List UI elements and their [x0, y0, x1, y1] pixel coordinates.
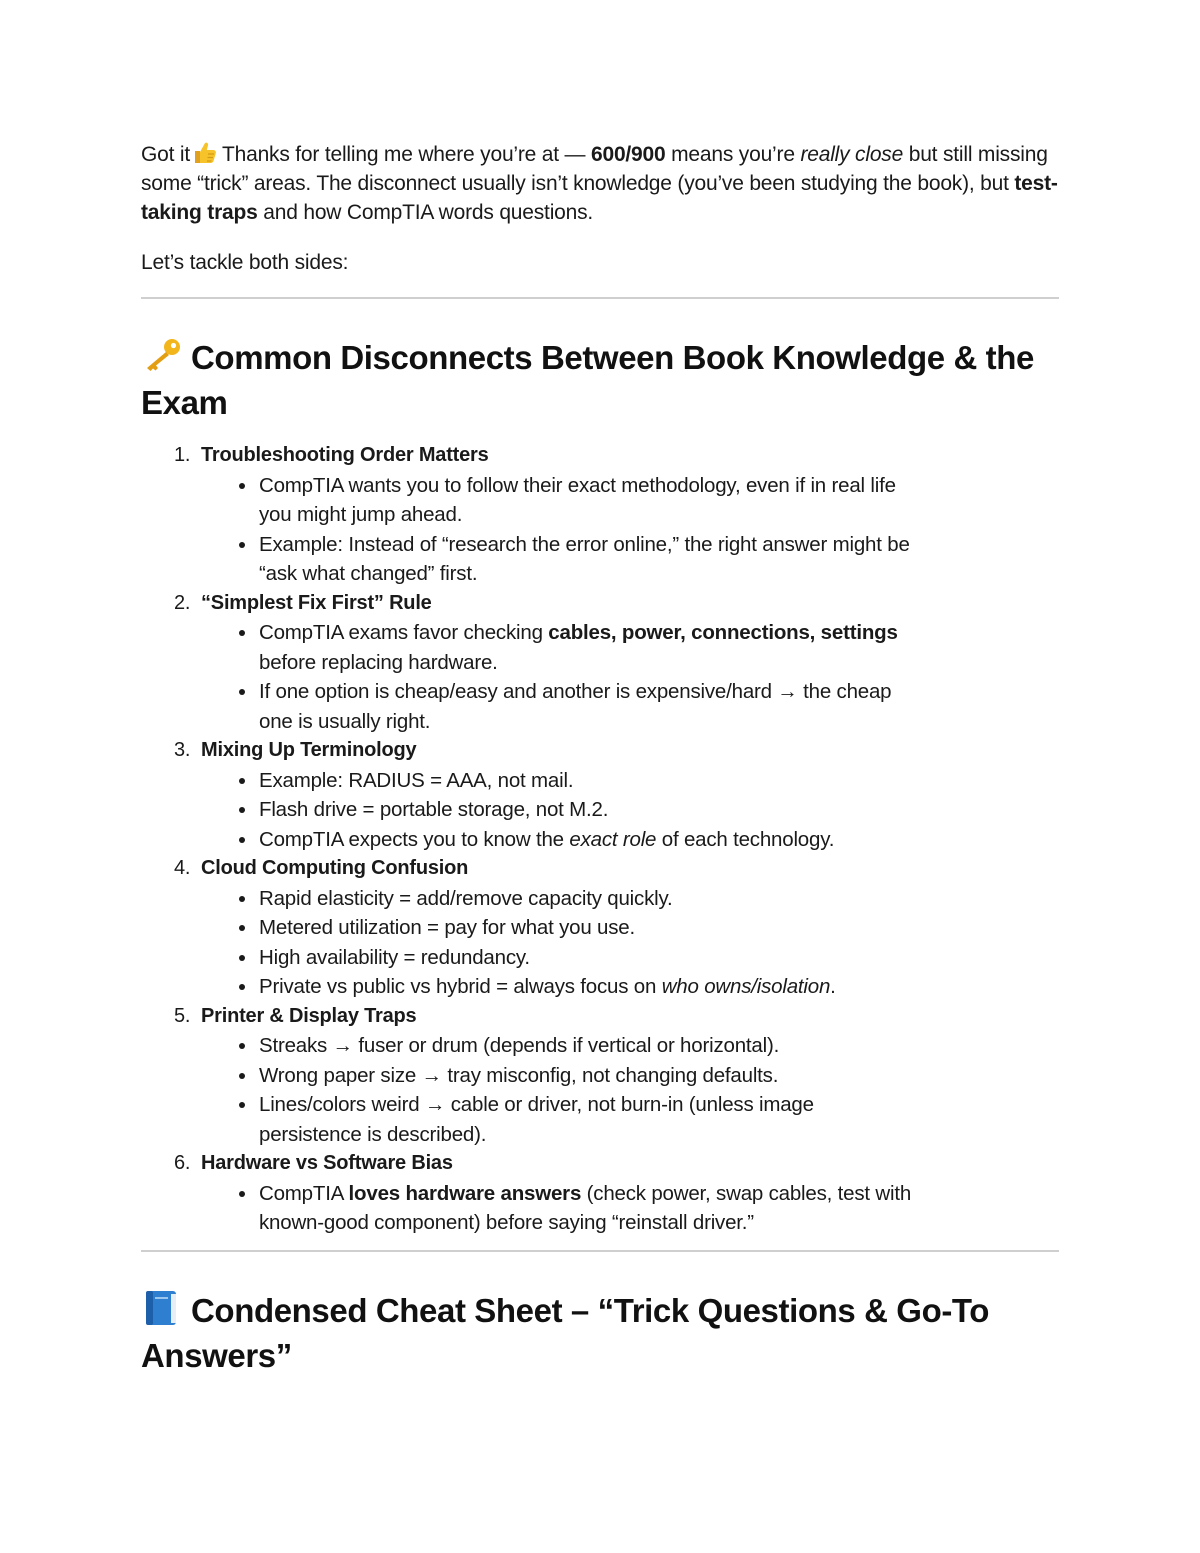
- intro-paragraph: [141, 140, 1059, 227]
- bullet-text: of each technology.: [656, 827, 835, 851]
- bullet-item: [201, 825, 919, 855]
- bullet-item: Metered utilization = pay for what you use.: [201, 913, 919, 943]
- bullet-text: before replacing hardware.: [259, 650, 498, 674]
- bullet-item: [201, 972, 919, 1002]
- list-number: 3.: [174, 739, 191, 761]
- bullet-list: [201, 766, 1059, 855]
- intro-text: but still missing some “trick” areas. The disconnect usually isn’t knowledge (you’ve been studying the book), but: [141, 143, 1048, 195]
- list-number: 1.: [174, 444, 191, 466]
- list-item-title: “Simplest Fix First” Rule: [201, 591, 432, 614]
- list-item: [141, 1149, 1059, 1238]
- bullet-text: .: [830, 975, 836, 998]
- bullet-list: [201, 1179, 1059, 1238]
- bullet-item: Streaks → fuser or drum (depends if vertical or horizontal).: [201, 1031, 919, 1061]
- intro-text: Thanks for telling me where you’re at —: [221, 143, 591, 166]
- list-item: [141, 1002, 1059, 1150]
- list-item-title: Troubleshooting Order Matters: [201, 444, 489, 466]
- list-item-title: Printer & Display Traps: [201, 1004, 417, 1027]
- list-number: 2.: [174, 591, 191, 614]
- blue-book-icon: [141, 1290, 183, 1326]
- bullet-item: Wrong paper size → tray misconfig, not changing defaults.: [201, 1061, 919, 1091]
- emphasis-text: test-taking traps: [141, 172, 1058, 224]
- emphasis-text: loves hardware answers: [348, 1181, 582, 1205]
- emphasis-text: who owns/isolation: [661, 975, 831, 998]
- list-item-title: Mixing Up Terminology: [201, 739, 417, 761]
- intro-text: and how CompTIA words questions.: [257, 201, 594, 224]
- list-item-title: Hardware vs Software Bias: [201, 1152, 453, 1174]
- bullet-item: CompTIA wants you to follow their exact methodology, even if in real life you might jump ahead.: [201, 471, 919, 530]
- section-heading-text: Condensed Cheat Sheet – “Trick Questions & Go-To Answers”: [141, 1291, 989, 1374]
- list-item-title: Cloud Computing Confusion: [201, 857, 469, 879]
- bullet-item: [201, 1179, 919, 1238]
- bullet-list: [201, 618, 1059, 736]
- intro-text: Got it: [141, 143, 190, 166]
- list-item: [141, 854, 1059, 1002]
- bullet-item: If one option is cheap/easy and another is expensive/hard → the cheap one is usually right.: [201, 677, 919, 736]
- key-icon: [141, 337, 183, 373]
- bullet-text: Private vs public vs hybrid = always focus on: [259, 975, 662, 998]
- divider: [141, 1250, 1059, 1252]
- bullet-text: CompTIA: [259, 1181, 349, 1205]
- section-heading-text: Common Disconnects Between Book Knowledge & the Exam: [141, 339, 1034, 421]
- bullet-item: [201, 618, 919, 677]
- intro-text: means you’re: [665, 143, 801, 166]
- bullet-list: [201, 1031, 1059, 1149]
- thumbs-up-icon: [192, 141, 218, 165]
- bullet-text: (check power, swap cables, test with known-good component) before saying “reinstall driver.”: [259, 1181, 912, 1234]
- list-item: [141, 736, 1059, 854]
- divider: [141, 297, 1059, 299]
- emphasis-text: cables, power, connections, settings: [548, 621, 898, 644]
- list-item: [141, 441, 1059, 589]
- bullet-item: Rapid elasticity = add/remove capacity quickly.: [201, 884, 919, 914]
- bullet-item: High availability = redundancy.: [201, 943, 919, 973]
- list-number: 6.: [174, 1152, 191, 1174]
- bullet-list: [201, 471, 1059, 589]
- bullet-item: Example: Instead of “research the error online,” the right answer might be “ask what changed” first.: [201, 530, 919, 589]
- score-text: 600/900: [590, 143, 666, 166]
- emphasis-text: exact role: [569, 827, 657, 851]
- bullet-item: Lines/colors weird → cable or driver, not burn-in (unless image persistence is described).: [201, 1090, 919, 1149]
- bullet-text: CompTIA exams favor checking: [259, 621, 549, 644]
- section-heading-disconnects: [141, 335, 1059, 425]
- list-item: [141, 589, 1059, 737]
- disconnects-list: [141, 441, 1059, 1238]
- lead-paragraph: Let’s tackle both sides:: [141, 251, 349, 274]
- bullet-item: Example: RADIUS = AAA, not mail.: [201, 766, 919, 796]
- section-heading-cheat-sheet: [141, 1288, 1059, 1378]
- bullet-list: [201, 884, 1059, 1002]
- document-page: [141, 140, 1059, 1378]
- list-number: 5.: [174, 1004, 191, 1027]
- list-number: 4.: [174, 857, 191, 879]
- emphasis-text: really close: [800, 143, 904, 166]
- bullet-item: Flash drive = portable storage, not M.2.: [201, 795, 919, 825]
- bullet-text: CompTIA expects you to know the: [259, 827, 570, 851]
